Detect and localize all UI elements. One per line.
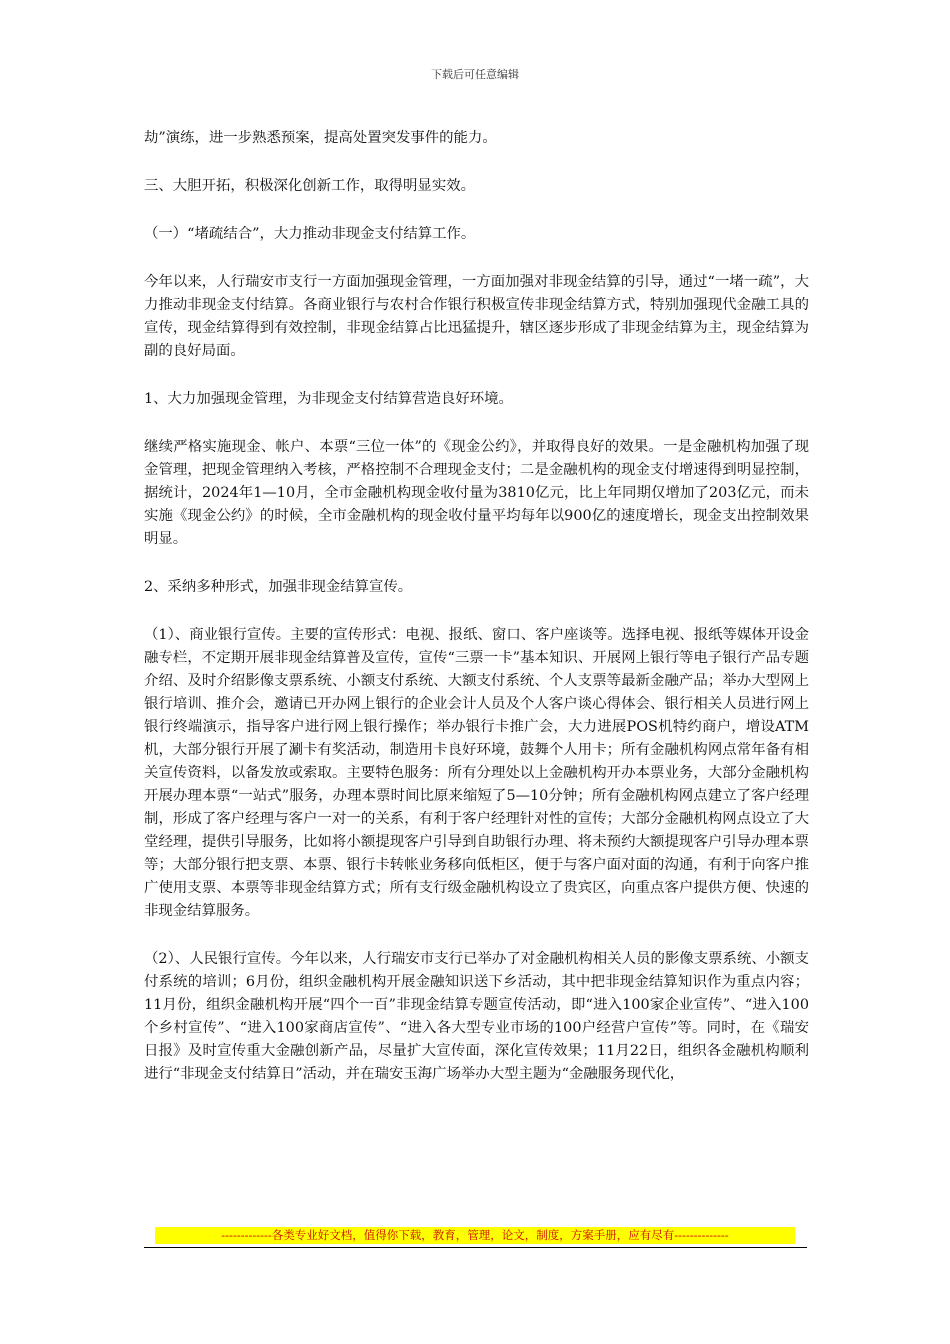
paragraph: 继续严格实施现金、帐户、本票“三位一体”的《现金公约》，并取得良好的效果。一是金融机构加强了现金管理，把现金管理纳入考核，严格控制不合理现金支付；二是金融机构的现金支付增速得到明显控制，据统计，2024年1—10月，全市金融机构现金收付量为3810亿元，比上年同期仅增加了203亿元，而未实施《现金公约》的时候，全市金融机构的现金收付量平均每年以900亿的速度增长，现金支出控制效果明显。 (144, 439, 809, 547)
paragraph: （2）、人民银行宣传。今年以来，人行瑞安市支行已举办了对金融机构相关人员的影像支票系统、小额支付系统的培训；6月份，组织金融机构开展金融知识送下乡活动，其中把非现金结算知识作为重点内容；11月份，组织金融机构开展“四个一百”非现金结算专题宣传活动，即“进入100家企业宣传”、“进入100个乡村宣传”、“进入100家商店宣传”、“进入各大型专业市场的100户经营户宣传”等。同时，在《瑞安日报》及时宣传重大金融创新产品，尽量扩大宣传面，深化宣传效果；11月22日，组织各金融机构顺利进行“非现金支付结算日”活动，并在瑞安玉海广场举办大型主题为“金融服务现代化， (144, 951, 809, 1082)
paragraph: 劫”演练，进一步熟悉预案，提高处置突发事件的能力。 (144, 130, 497, 146)
subsection-heading: 1、大力加强现金管理，为非现金支付结算营造良好环境。 (144, 391, 513, 407)
footer-banner: -------------各类专业好文档，值得你下载，教育，管理，论文，制度，方案手册，应有尽有-------------- (155, 1227, 795, 1244)
document-body (144, 127, 809, 1111)
subsection-heading: 2、采纳多种形式，加强非现金结算宣传。 (144, 579, 413, 595)
footer-divider (144, 1247, 807, 1248)
paragraph: 今年以来，人行瑞安市支行一方面加强现金管理，一方面加强对非现金结算的引导，通过“一堵一疏”，大力推动非现金支付结算。各商业银行与农村合作银行积极宣传非现金结算方式，特别加强现代金融工具的宣传，现金结算得到有效控制，非现金结算占比迅猛提升，辖区逐步形成了非现金结算为主，现金结算为副的良好局面。 (144, 274, 809, 359)
subsection-heading: （一）“堵疏结合”，大力推动非现金支付结算工作。 (144, 226, 476, 242)
section-heading: 三、大胆开拓，积极深化创新工作，取得明显实效。 (144, 178, 475, 194)
paragraph: （1）、商业银行宣传。主要的宣传形式：电视、报纸、窗口、客户座谈等。选择电视、报纸等媒体开设金融专栏，不定期开展非现金结算普及宣传，宣传“三票一卡”基本知识、开展网上银行等电子银行产品专题介绍、及时介绍影像支票系统、小额支付系统、大额支付系统、个人支票等最新金融产品；举办大型网上银行培训、推介会，邀请已开办网上银行的企业会计人员及个人客户谈心得体会、银行相关人员进行网上银行终端演示，指导客户进行网上银行操作；举办银行卡推广会，大力进展POS机特约商户，增设ATM机，大部分银行开展了涮卡有奖活动，制造用卡良好环境，鼓舞个人用卡；所有金融机构网点常年备有相关宣传资料，以备发放或索取。主要特色服务：所有分理处以上金融机构开办本票业务，大部分金融机构开展办理本票“一站式”服务，办理本票时间比原来缩短了5—10分钟；所有金融机构网点建立了客户经理制，形成了客户经理与客户一对一的关系，有利于客户经理针对性的宣传；大部分金融机构网点设立了大堂经理，提供引导服务，比如将小额提现客户引导到自助银行办理、将未预约大额提现客户引导办理本票等；大部分银行把支票、本票、银行卡转帐业务移向低柜区，便于与客户面对面的沟通，有利于向客户推广使用支票、本票等非现金结算方式；所有支行级金融机构设立了贵宾区，向重点客户提供方便、快速的非现金结算服务。 (144, 627, 809, 919)
page-header: 下载后可任意编辑 (431, 68, 519, 81)
